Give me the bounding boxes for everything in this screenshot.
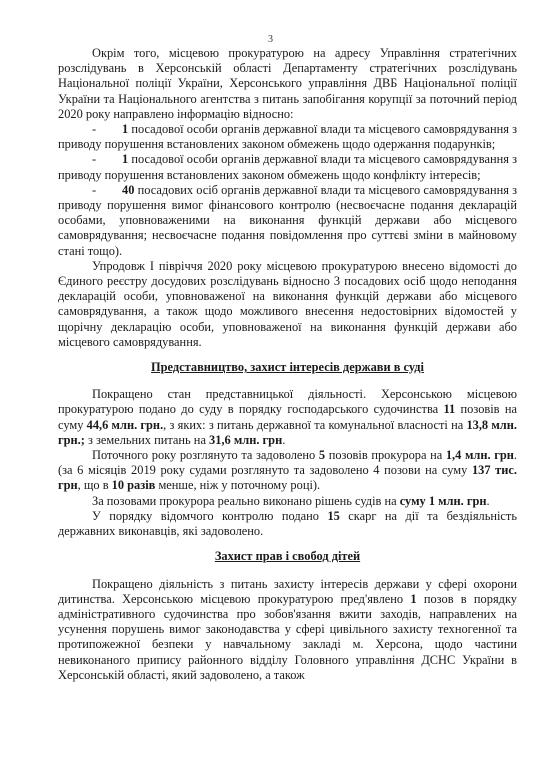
list-item [58,152,517,182]
text-run: У порядку відомчого контролю подано [92,508,328,523]
list-item-text: посадової особи органів державної влади та місцевого самоврядування з приводу порушення встановлених законом обмежень щодо конфлікту інтересів; [58,152,517,182]
section-heading: Захист прав і свобод дітей [214,549,361,564]
list-item-text: посадових осіб органів державної влади та місцевого самоврядування з приводу порушення вимог фінансового контролю (несвоєчасне подання декларацій особами, уповноваженими на виконання функцій держави або місцевого самоврядування; несвоєчасне подання повідомлення про суттєві зміни в майновому стані тощо). [58,182,517,258]
list-dash: - [92,152,97,167]
text-run: позовів прокурора на [325,448,446,463]
body-paragraph [58,387,517,448]
body-paragraph [58,509,517,539]
bold-amount: 10 разів [111,478,156,493]
list-item-count: 1 [122,152,129,167]
bold-amount: 13,8 млн. грн.; [58,417,517,447]
intro-paragraph: Окрім того, місцевою прокуратурою на адресу Управління стратегічних розслідувань в Херсонській області Департаменту стратегічних розслідувань Національної поліції України, Херсонського управління ДВБ Національної поліції України та Національного агентства з питань запобігання корупції за поточний період 2020 року направлено інформацію відносно: [58,46,517,121]
text-run: позов в порядку адміністративного судочинства про зобов'язання вжити заходів, направлених на усунення порушень вимог законодавства у сфері цивільного захисту техногенної та протипожежної безпеки у навчальному закладі м. Херсона, щодо частини невиконаного припису районного відділу Головного управління ДСНС України в Херсонській області, який задоволено, а також [58,591,517,682]
text-run: , з яких: з питань державної та комунальної власності на [163,417,467,432]
text-run: За позовами прокурора реально виконано рішень судів на [92,493,400,508]
bold-amount: 137 тис. грн [58,463,517,493]
text-run: . (за 6 місяців 2019 року судами розглянуто та задоволено 4 позови на суму [58,448,517,478]
text-run: . [282,432,286,447]
list-item-count: 40 [122,182,135,197]
list-item [58,183,517,259]
bold-number: 11 [443,402,456,417]
text-run: позовів на суму [58,402,517,432]
text-run: Покращено діяльність з питань захисту інтересів держави у сфері охорони дитинства. Херсонською місцевою прокуратурою пред'явлено [58,576,517,606]
body-paragraph [58,577,517,683]
bold-number: 1 [410,591,417,606]
text-run: Поточного року розглянуто та задоволено [92,448,319,463]
text-run: Покращено стан представницької діяльності. Херсонською місцевою прокуратурою подано до суду в порядку господарського судочинства [58,387,517,417]
text-run: менше, ніж у поточному році). [155,478,321,493]
text-run: . [486,493,490,508]
body-paragraph [58,494,517,509]
list-item-count: 1 [122,122,129,137]
list-item-text: посадової особи органів державної влади та місцевого самоврядування з приводу порушення встановлених законом обмежень щодо одержання подарунків; [58,122,517,152]
bold-number: 5 [318,448,326,463]
bold-number: 15 [327,508,340,523]
bold-amount: 44,6 млн. грн. [86,417,164,432]
bold-amount: 31,6 млн. грн [209,432,283,447]
text-run: , що в [77,478,112,493]
text-run: скарг на дії та бездіяльність державних виконавців, які задоволено. [58,508,517,539]
page-number: 3 [268,34,273,45]
body-paragraph: Упродовж І півріччя 2020 року місцевою прокуратурою внесено відомості до Єдиного реєстру досудових розслідувань відносно 3 посадових осіб щодо неподання декларацій особи, уповноваженої на виконання функцій держави або місцевого самоврядування, а також щодо можливого внесення недостовірних відомостей у щорічну декларацію особи, уповноваженої на виконання функцій держави або місцевого самоврядування. [58,258,517,349]
list-item [58,122,517,152]
bold-amount: 1,4 млн. грн [445,448,514,463]
list-dash: - [92,122,97,137]
list-dash: - [92,182,97,197]
section-heading: Представництво, захист інтересів держави в суді [151,360,424,375]
page-content [58,46,517,683]
text-run: з земельних питань на [84,432,210,447]
body-paragraph [58,448,517,494]
bold-amount: суму 1 млн. грн [399,493,487,508]
